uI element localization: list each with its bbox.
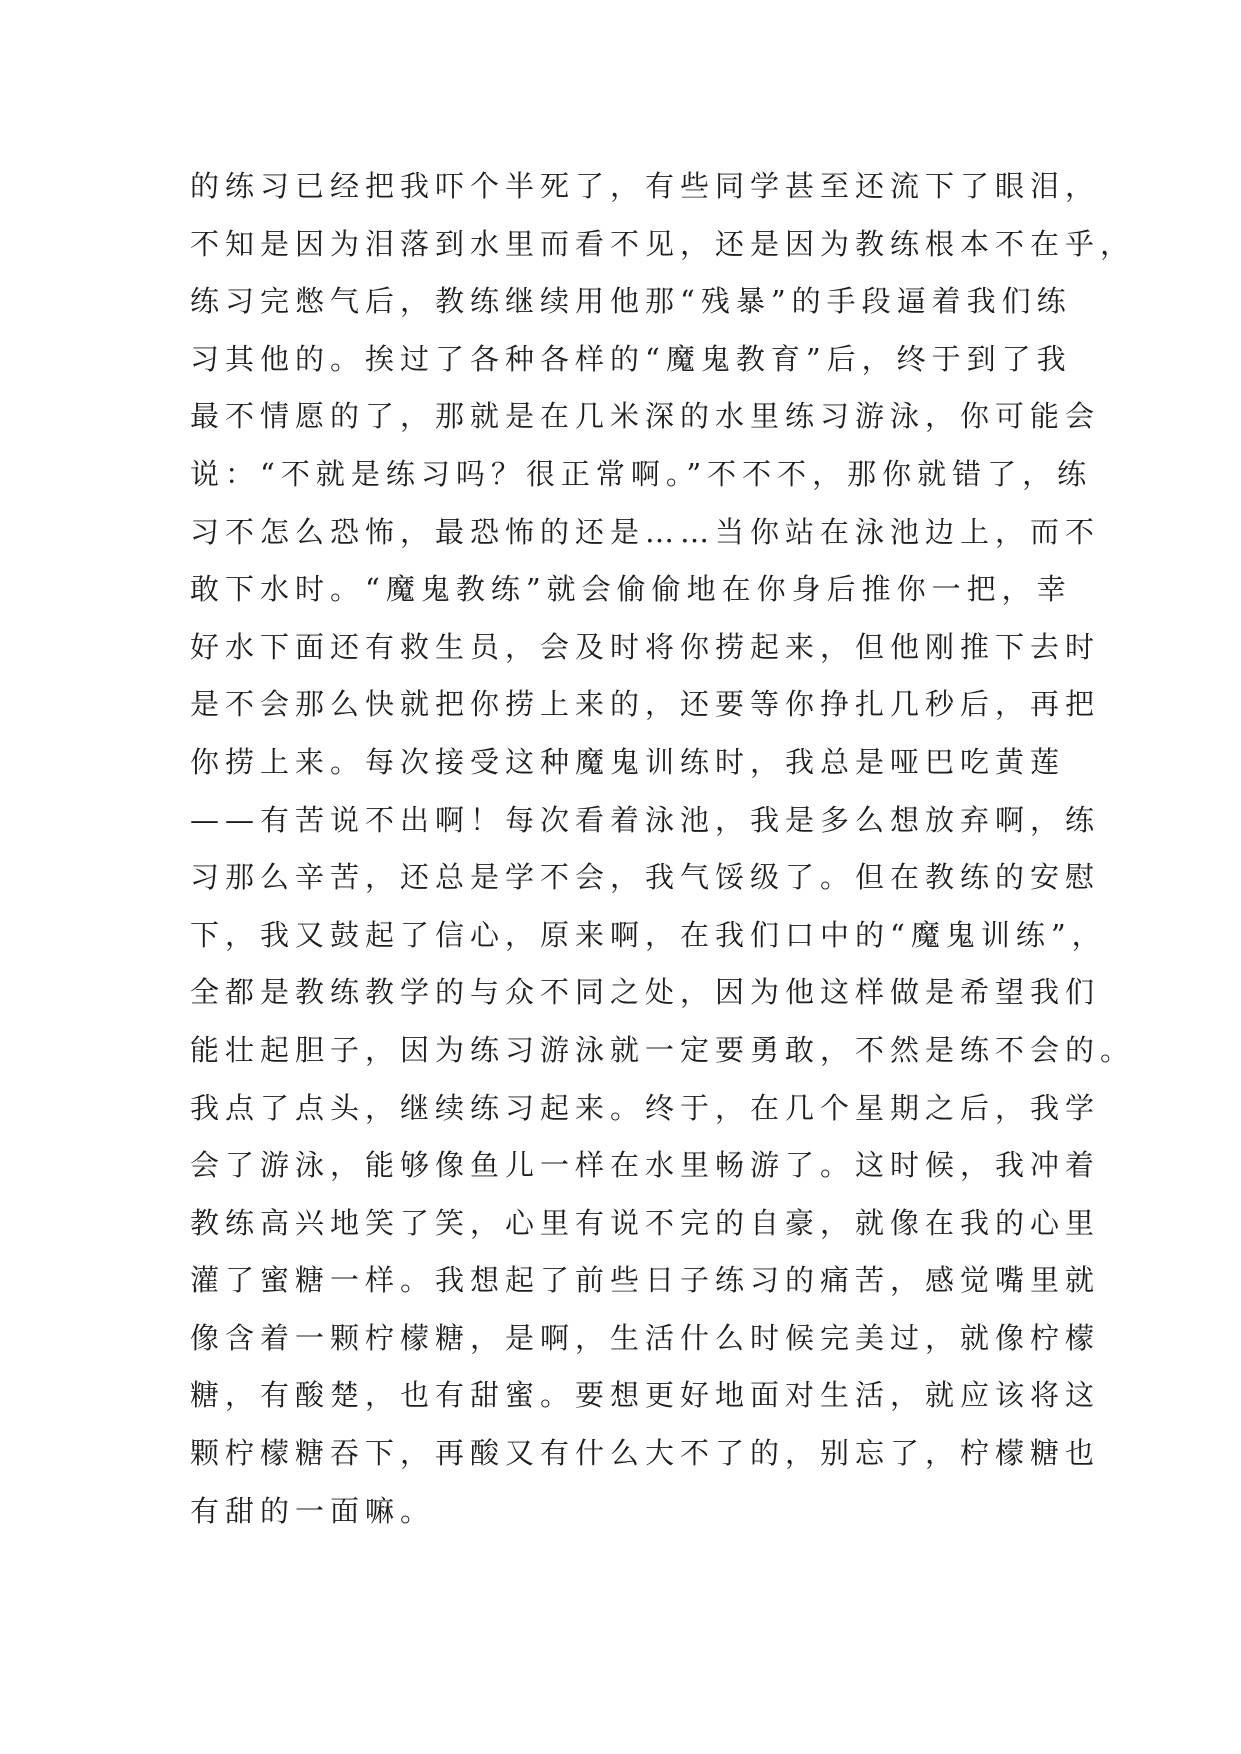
text-line: 习那么辛苦，还总是学不会，我气馁级了。但在教练的安慰 (190, 860, 1101, 895)
text-line: 有甜的一面嘛。 (190, 1493, 436, 1528)
text-line: 像含着一颗柠檬糖，是啊，生活什么时候完美过，就像柠檬 (190, 1320, 1101, 1355)
text-line: 能壮起胆子，因为练习游泳就一定要勇敢，不然是练不会的。 (190, 1032, 1136, 1067)
text-line: 不知是因为泪落到水里而看不见，还是因为教练根本不在乎， (190, 226, 1136, 261)
text-line: 好水下面还有救生员，会及时将你捞起来，但他刚推下去时 (190, 629, 1101, 664)
text-line: 的练习已经把我吓个半死了，有些同学甚至还流下了眼泪， (190, 169, 1101, 203)
text-line: 教练高兴地笑了笑，心里有说不完的自豪，就像在我的心里 (190, 1205, 1101, 1240)
text-line: ——有苦说不出啊！每次看着泳池，我是多么想放弃啊，练 (190, 802, 1101, 837)
text-line: 练习完憋气后，教练继续用他那“残暴”的手段逼着我们练 (190, 284, 1072, 319)
text-line: 说：“不就是练习吗？很正常啊。”不不不，那你就错了，练 (190, 456, 1093, 491)
text-line: 是不会那么快就把你捞上来的，还要等你挣扎几秒后，再把 (190, 687, 1101, 722)
text-line: 下，我又鼓起了信心，原来啊，在我们口中的“魔鬼训练”， (190, 917, 1107, 952)
text-line: 敢下水时。“魔鬼教练”就会偷偷地在你身后推你一把，幸 (190, 572, 1072, 607)
text-line: 会了游泳，能够像鱼儿一样在水里畅游了。这时候，我冲着 (190, 1148, 1101, 1183)
text-line: 你捞上来。每次接受这种魔鬼训练时，我总是哑巴吃黄莲 (190, 744, 1066, 779)
text-line: 颗柠檬糖吞下，再酸又有什么大不了的，别忘了，柠檬糖也 (190, 1436, 1101, 1471)
body-text (190, 158, 1136, 1540)
text-line: 最不情愿的了，那就是在几米深的水里练习游泳，你可能会 (190, 399, 1101, 434)
text-line: 我点了点头，继续练习起来。终于，在几个星期之后，我学 (190, 1090, 1101, 1125)
text-line: 全都是教练教学的与众不同之处，因为他这样做是希望我们 (190, 975, 1101, 1010)
text-line: 糖，有酸楚，也有甜蜜。要想更好地面对生活，就应该将这 (190, 1378, 1101, 1413)
text-line: 习不怎么恐怖，最恐怖的还是……当你站在泳池边上，而不 (190, 514, 1101, 549)
text-line: 习其他的。挨过了各种各样的“魔鬼教育”后，终于到了我 (190, 341, 1072, 376)
text-line: 灌了蜜糖一样。我想起了前些日子练习的痛苦，感觉嘴里就 (190, 1263, 1101, 1298)
